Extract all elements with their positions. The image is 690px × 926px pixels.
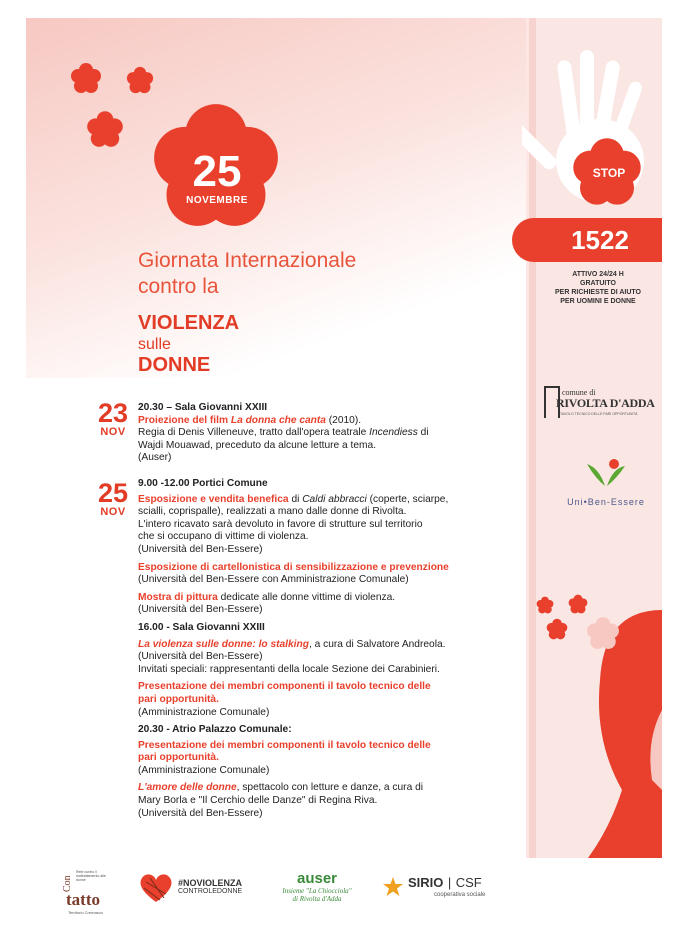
auser-sub2: di Rivolta d'Adda [292, 895, 342, 903]
footer [26, 858, 662, 925]
event-amore-desc: , spettacolo con letture e danze, a cura di [236, 782, 423, 794]
event-film-org: (Auser) [138, 452, 172, 464]
contatto-sub: Territorio Cremasco [68, 910, 103, 915]
date-25-num: 25 [97, 478, 129, 508]
sirio-star-icon [382, 876, 404, 898]
event-amore-line1 [138, 782, 514, 795]
event-presentazione-1-line1: Presentazione dei membri componenti il tavolo tecnico delle [138, 681, 431, 693]
flower-icon [86, 110, 124, 148]
event-presentazione-1-line2: pari opportunità. [138, 693, 219, 705]
event-portici [138, 478, 514, 820]
sirio-logo [408, 874, 485, 898]
event-vendita-line2: scialli, coprispalle), realizzati a mano dalle donne di Rivolta. [138, 506, 407, 518]
phone-info-line: PER RICHIESTE DI AIUTO [555, 289, 641, 296]
event-film-line3: Wajdi Mouawad, preceduto da alcune letture a tema. [138, 439, 377, 451]
event-mostra-desc: dedicate alle donne vittime di violenza. [217, 591, 396, 603]
event-film-year: (2010). [325, 414, 362, 426]
event-film-di: di [417, 427, 429, 439]
date-25-nov [92, 480, 134, 518]
auser-name: auser [296, 870, 338, 887]
flower-icon [126, 66, 154, 94]
date-25-month: NOV [100, 506, 126, 518]
event-mostra-title: Mostra di pittura [138, 591, 218, 603]
comune-name: RIVOLTA D'ADDA [556, 396, 655, 410]
event-stalking-line1 [138, 639, 514, 652]
event-vendita-di: di [288, 493, 303, 505]
event-presentazione-2-line2: pari opportunità. [138, 752, 219, 764]
flower-icon [536, 596, 554, 614]
phone-info-line: PER UOMINI E DONNE [560, 298, 636, 305]
event-cartellonistica-org: (Università del Ben-Essere con Amministrazione Comunale) [138, 574, 409, 586]
title-line-2: contro la [138, 275, 219, 298]
flower-icon [568, 594, 588, 614]
event-vendita-org: (Università del Ben-Essere) [138, 543, 263, 555]
event-film-line1 [138, 415, 514, 428]
contatto-small: Rete contro il maltrattamento alle donne [76, 870, 106, 882]
event-presentazione-2-line1: Presentazione dei membri componenti il tavolo tecnico delle [138, 739, 431, 751]
event-amore-title: L'amore delle donne [138, 782, 237, 794]
auser-logo [272, 870, 362, 903]
event-stalking-time: 16.00 - Sala Giovanni XXIII [138, 621, 265, 633]
event-stalking-org: (Università del Ben-Essere) [138, 651, 263, 663]
flower-icon [546, 618, 568, 640]
contatto-logo [62, 868, 112, 918]
contatto-con: Con [62, 875, 73, 892]
stop-label: STOP [592, 166, 626, 180]
event-vendita-line1 [138, 494, 514, 507]
hero-day: 25 [192, 147, 242, 196]
event-film-title-prefix: Proiezione del film [138, 414, 231, 426]
event-stalking-title: La violenza sulle donne: lo stalking [138, 638, 309, 650]
event-amore-org: (Università del Ben-Essere) [138, 807, 263, 819]
event-mostra-line1 [138, 592, 514, 605]
event-presentazione-2-org: (Amministrazione Comunale) [138, 764, 270, 776]
sirio-name: SIRIO [408, 875, 444, 890]
event-mostra-org: (Università del Ben-Essere) [138, 604, 263, 616]
event-film-line2 [138, 427, 514, 440]
sirio-divider: | [447, 875, 452, 890]
event-film-regia: Regia di Denis Villeneuve, tratto dall'opera teatrale [138, 427, 370, 439]
date-23-num: 23 [97, 398, 129, 428]
noviolenza-logo [178, 878, 242, 895]
event-film-time: 20.30 – Sala Giovanni XXIII [138, 402, 268, 413]
title-donne: DONNE [138, 354, 211, 376]
event-stalking-guests: Invitati speciali: rappresentanti della locale Sezione dei Carabinieri. [138, 663, 440, 675]
title-sulle: sulle [138, 336, 171, 353]
event-vendita-line3: L'intero ricavato sarà devoluto in favore di strutture sul territorio [138, 518, 423, 530]
noviolenza-line1: #NOVIOLENZA [178, 878, 243, 888]
event-atrio-time: 20.30 - Atrio Palazzo Comunale: [138, 724, 292, 736]
auser-sub1: Insieme "La Chiocciola" [282, 887, 352, 895]
event-cartellonistica-title: Esposizione di cartellonistica di sensibilizzazione e prevenzione [138, 561, 449, 573]
uni-name: Uni•Ben-Essere [567, 497, 645, 507]
comune-sub: TAVOLO TECNICO DELLE PARI OPPORTUNITÀ [560, 412, 638, 416]
event-stalking-speaker: , a cura di Salvatore Andreola. [308, 638, 446, 650]
event-presentazione-1-org: (Amministrazione Comunale) [138, 706, 270, 718]
noviolenza-line2: CONTROLEDONNE [178, 888, 243, 895]
contatto-tatto: tatto [66, 890, 100, 909]
sirio-sub: cooperativa sociale [434, 892, 486, 898]
uni-ben-essere-icon [581, 458, 631, 490]
event-vendita-line4: che si occupano di vittime di violenza. [138, 531, 309, 543]
event-vendita-title: Esposizione e vendita benefica [138, 493, 289, 505]
phone-info-line: GRATUITO [580, 280, 616, 287]
event-film-title: La donna che canta [230, 414, 326, 426]
sirio-csf: CSF [455, 875, 482, 890]
poster [26, 18, 662, 925]
heart-icon [138, 872, 174, 904]
event-portici-time: 9.00 -12.00 Portici Comune [138, 478, 268, 489]
event-vendita-items: (coperte, sciarpe, [366, 493, 449, 505]
event-amore-line2: Mary Borla e "Il Cerchio delle Danze" di Regina Riva. [138, 795, 378, 807]
phone-info [536, 270, 660, 306]
flower-icon [70, 62, 102, 94]
phone-number: 1522 [571, 225, 629, 255]
uni-ben-essere-logo [556, 458, 656, 518]
date-23-nov [92, 400, 134, 438]
flower-icon [586, 616, 620, 650]
comune-small: comune di [562, 388, 596, 397]
event-film-opera: Incendiess [369, 427, 418, 439]
comune-logo [544, 386, 660, 426]
title-violenza: VIOLENZA [138, 312, 240, 334]
hero-month: NOVEMBRE [186, 195, 248, 206]
date-23-month: NOV [100, 426, 126, 438]
event-film [138, 402, 514, 465]
title-line-1: Giornata Internazionale [138, 249, 357, 272]
event-vendita-caldi: Caldi abbracci [302, 493, 367, 505]
phone-info-line: ATTIVO 24/24 H [572, 271, 624, 278]
